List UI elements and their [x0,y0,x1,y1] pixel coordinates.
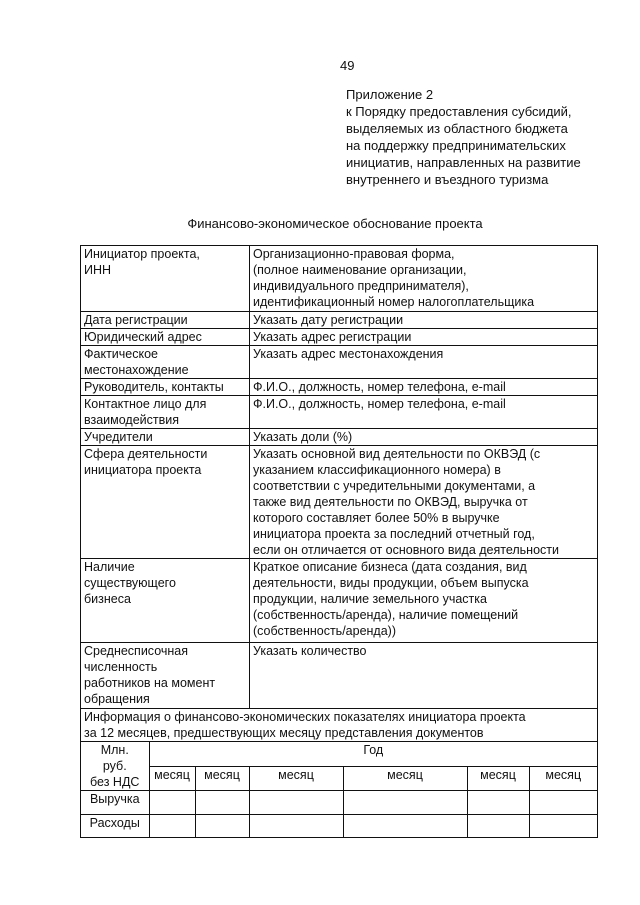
row-value: Организационно-правовая форма, (полное наименование организации, индивидуального предпринимателя), идентификационный номер налогоплательщика [250,246,598,312]
financial-cell [81,709,598,838]
month-header: месяц [149,766,195,791]
fin-row-label: Выручка [81,791,149,815]
table-row [81,346,598,379]
table-row [81,396,598,429]
row-label: Среднесписочная численность работников на момент обращения [81,643,250,709]
fin-cell [529,791,597,815]
row-value: Указать количество [250,643,598,709]
unit-label: Млн. руб. без НДС [81,742,149,791]
fin-header-row [81,742,597,767]
financial-info: Информация о финансово-экономических показателях инициатора проекта за 12 месяцев, предшествующих месяцу представления документов [84,710,526,740]
financial-section [81,709,598,838]
fin-cell [343,791,467,815]
row-value: Указать адрес регистрации [250,329,598,346]
row-label: Контактное лицо для взаимодействия [81,396,250,429]
table-row [81,329,598,346]
table-row [81,643,598,709]
page-number: 49 [340,58,355,73]
row-label: Наличие существующего бизнеса [81,559,250,643]
fin-cell [467,815,529,837]
fin-cell [529,815,597,837]
row-label: Инициатор проекта, ИНН [81,246,250,312]
row-label: Сфера деятельности инициатора проекта [81,446,250,559]
month-header: месяц [195,766,249,791]
document-title: Финансово-экономическое обоснование проекта [187,216,483,231]
project-table [80,245,598,838]
row-value: Краткое описание бизнеса (дата создания, вид деятельности, виды продукции, объем выпуска продукции, наличие земельного участка (собственность/аренда), наличие помещений (собственность/аренда)) [250,559,598,643]
fin-row-label: Расходы [81,815,149,837]
row-value: Указать доли (%) [250,429,598,446]
row-value: Указать адрес местонахождения [250,346,598,379]
row-value: Ф.И.О., должность, номер телефона, e-mail [250,379,598,396]
table-row [81,312,598,329]
fin-cell [249,815,343,837]
fin-cell [343,815,467,837]
fin-cell [249,791,343,815]
row-label: Фактическое местонахождение [81,346,250,379]
appendix-block [346,86,616,188]
fin-cell [195,815,249,837]
fin-row-expenses [81,815,597,837]
row-label: Учредители [81,429,250,446]
row-value: Указать дату регистрации [250,312,598,329]
table-row [81,379,598,396]
appendix-text: к Порядку предоставления субсидий, выделяемых из областного бюджета на поддержку предпринимательских инициатив, направленных на развитие внутреннего и въездного туризма [346,104,581,187]
appendix-title: Приложение 2 [346,87,434,102]
fin-row-revenue [81,791,597,815]
month-header: месяц [467,766,529,791]
row-label: Руководитель, контакты [81,379,250,396]
row-value: Указать основной вид деятельности по ОКВЭД (с указанием классификационного номера) в соответствии с учредительными документами, а также вид деятельности по ОКВЭД, выручка от которого составляет более 50% в выручке инициатора проекта за последний отчетный год, если он отличается от основного вида деятельности [250,446,598,559]
month-header: месяц [249,766,343,791]
financial-table [81,741,597,837]
month-header: месяц [343,766,467,791]
fin-cell [467,791,529,815]
fin-months-row [81,766,597,791]
table-row [81,429,598,446]
table-row [81,446,598,559]
month-header: месяц [529,766,597,791]
row-value: Ф.И.О., должность, номер телефона, e-mail [250,396,598,429]
row-label: Дата регистрации [81,312,250,329]
fin-cell [149,815,195,837]
row-label: Юридический адрес [81,329,250,346]
fin-cell [195,791,249,815]
table-row [81,559,598,643]
fin-cell [149,791,195,815]
table-row [81,246,598,312]
year-label: Год [149,742,597,767]
